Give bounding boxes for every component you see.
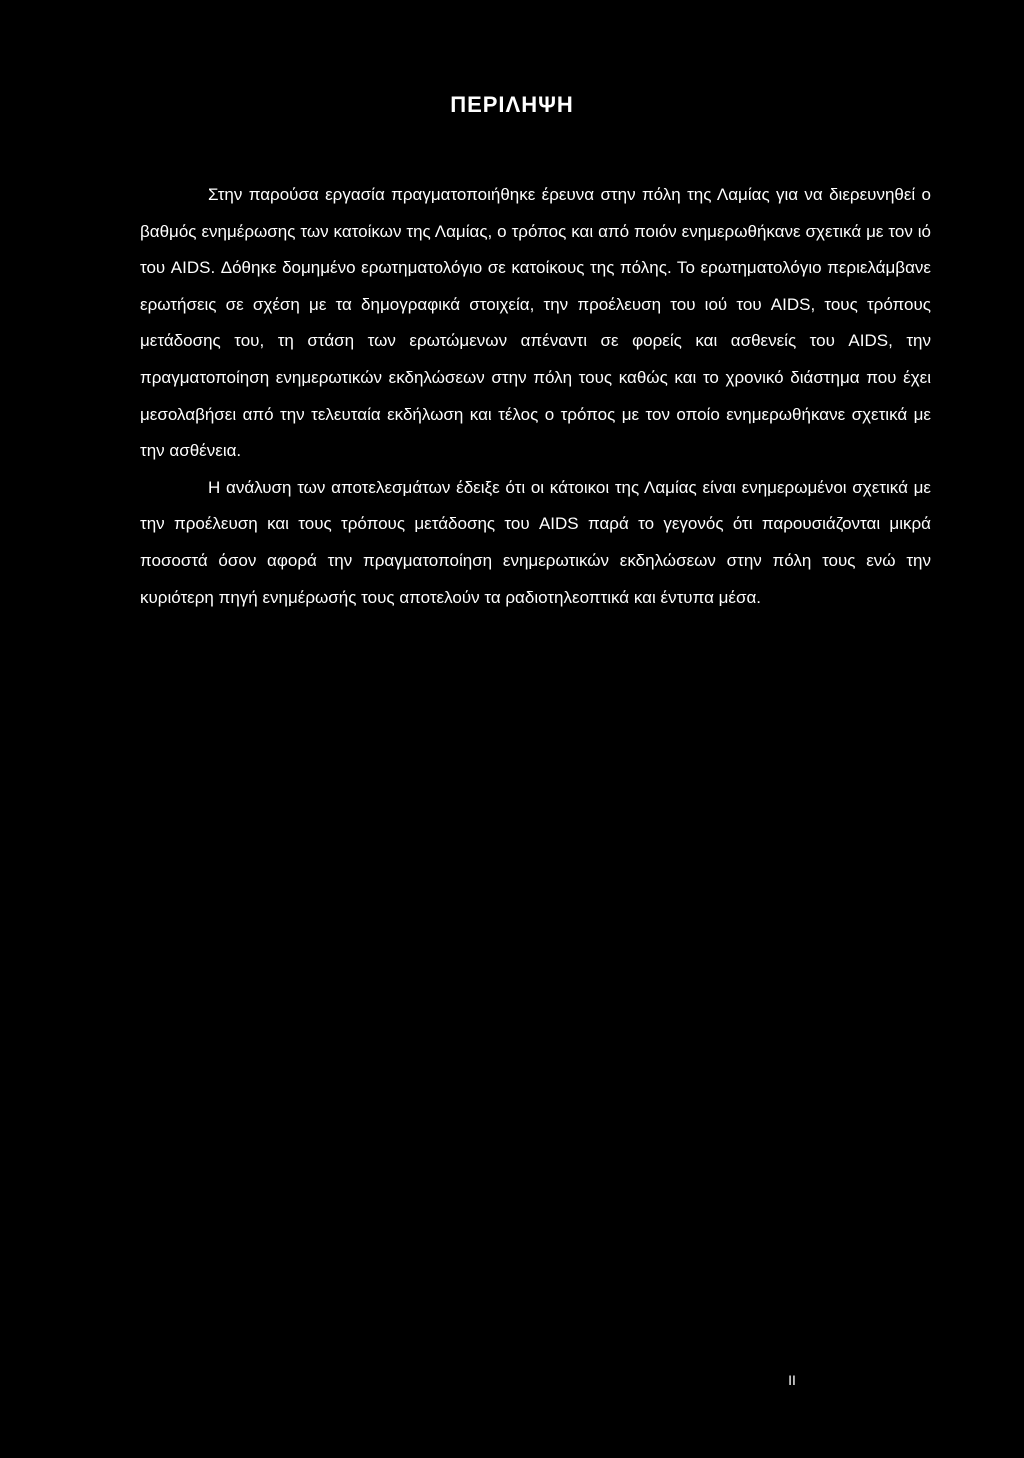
abstract-paragraph-2: Η ανάλυση των αποτελεσμάτων έδειξε ότι οι κάτοικοι της Λαμίας είναι ενημερωμένοι σχετικά με την προέλευση και τους τρόπους μετάδοσης του AIDS παρά το γεγονός ότι παρουσιάζονται μικρά ποσοστά όσον αφορά την πραγματοποίηση ενημερωτικών εκδηλώσεων στην πόλη τους ενώ την κυριότερη πηγή ενημέρωσής τους αποτελούν τα ραδιοτηλεοπτικά και έντυπα μέσα. (140, 477, 931, 607)
page-number: II (788, 1372, 796, 1388)
page-title: ΠΕΡΙΛΗΨΗ (450, 92, 574, 117)
abstract-paragraph-1: Στην παρούσα εργασία πραγματοποιήθηκε έρευνα στην πόλη της Λαμίας για να διερευνηθεί ο βαθμός ενημέρωσης των κατοίκων της Λαμίας, ο τρόπος και από ποιόν ενημερωθήκανε σχετικά με τον ιό του AIDS. Δόθηκε δομημένο ερωτηματολόγιο σε κατοίκους της πόλης. Το ερωτηματολόγιο περιελάμβανε ερωτήσεις σε σχέση με τα δημογραφικά στοιχεία, την προέλευση του ιού του AIDS, τους τρόπους μετάδοσης του, τη στάση των ερωτώμενων απέναντι σε φορείς και ασθενείς του AIDS, την πραγματοποίηση ενημερωτικών εκδηλώσεων στην πόλη τους καθώς και το χρονικό διάστημα που έχει μεσολαβήσει από την τελευταία εκδήλωση και τέλος ο τρόπος με τον οποίο ενημερωθήκανε σχετικά με την ασθένεια. (140, 185, 931, 461)
abstract-body (140, 177, 931, 616)
